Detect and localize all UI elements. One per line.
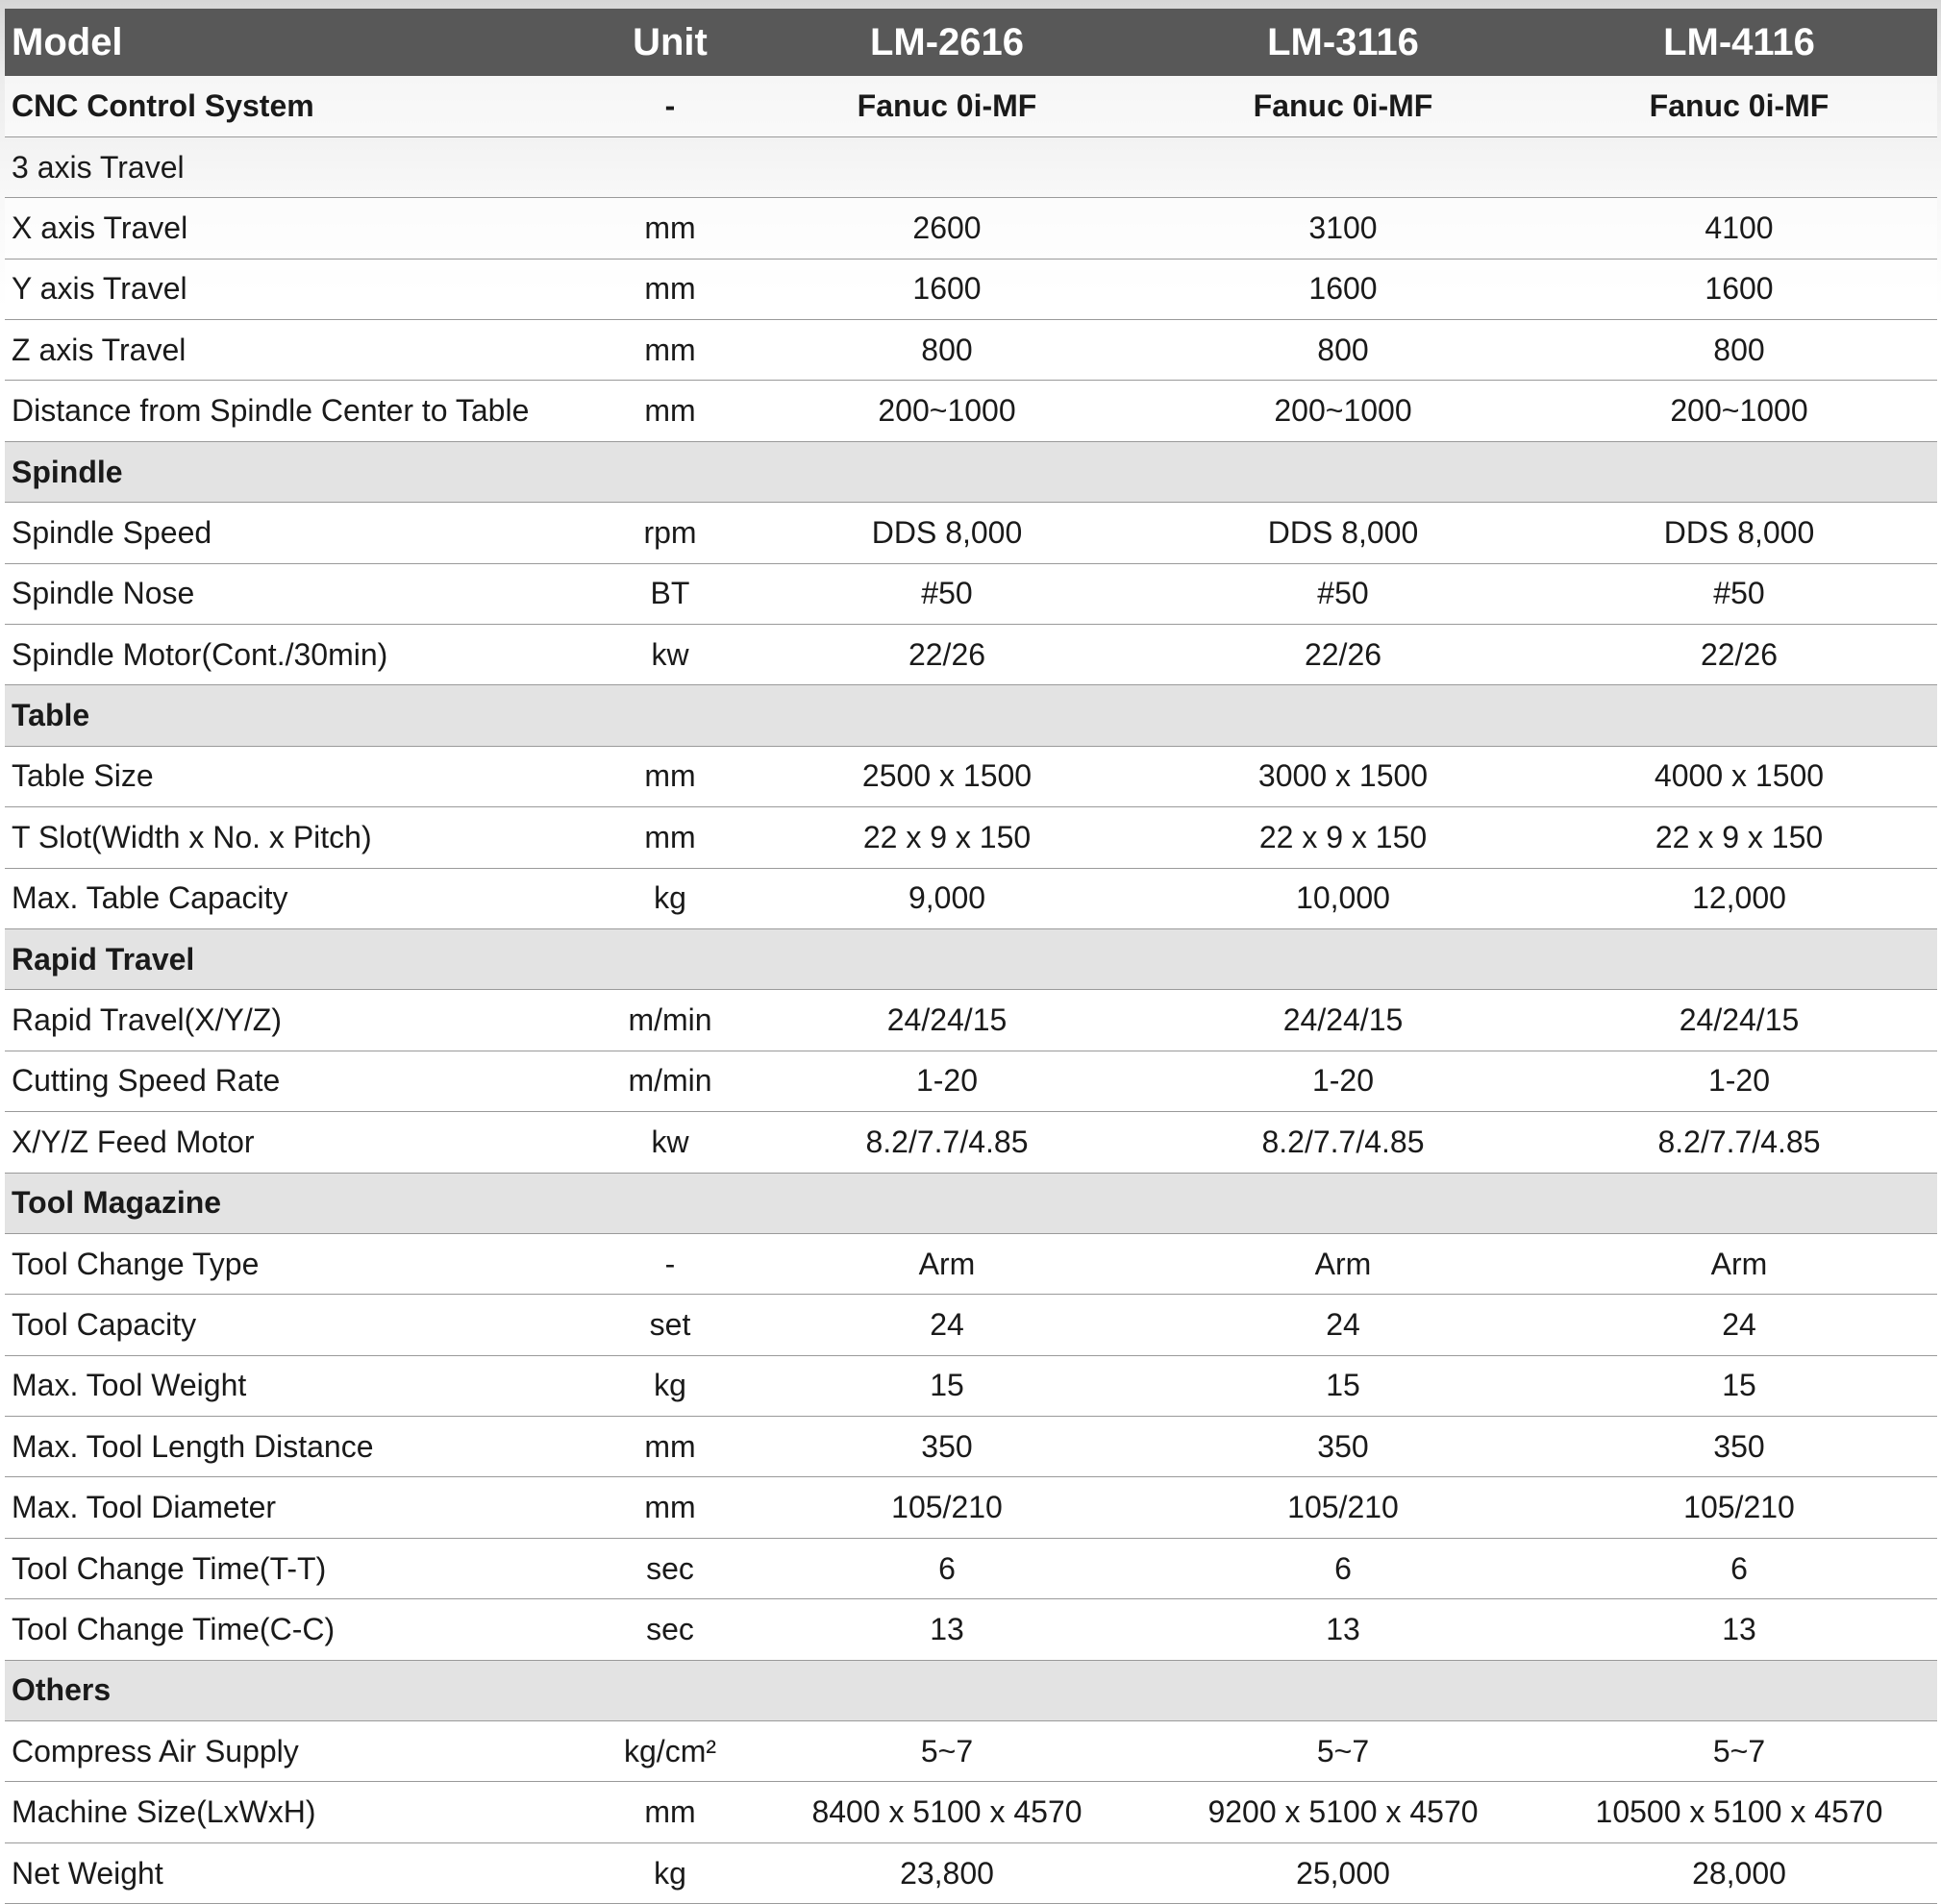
spec-value: 6 xyxy=(749,1538,1145,1598)
spec-label: Max. Tool Weight xyxy=(5,1355,591,1416)
spec-value: 105/210 xyxy=(749,1477,1145,1538)
spec-table xyxy=(5,9,1937,1904)
spec-value xyxy=(1541,136,1937,197)
section-header-row xyxy=(5,441,1937,502)
spec-value: 24/24/15 xyxy=(1145,990,1541,1051)
model-header-lm-2616: LM-2616 xyxy=(749,9,1145,76)
spec-label: Tool Change Time(C-C) xyxy=(5,1599,591,1660)
spec-value: 1600 xyxy=(1145,259,1541,319)
spec-label: Spindle Nose xyxy=(5,563,591,624)
table-row xyxy=(5,320,1937,381)
spec-value: 1-20 xyxy=(1541,1051,1937,1111)
spec-value: 1-20 xyxy=(1145,1051,1541,1111)
spec-value: 23,800 xyxy=(749,1842,1145,1903)
spec-value: Fanuc 0i-MF xyxy=(1541,76,1937,136)
spec-value: 8.2/7.7/4.85 xyxy=(749,1112,1145,1173)
spec-value: #50 xyxy=(1541,563,1937,624)
spec-value: 8400 x 5100 x 4570 xyxy=(749,1782,1145,1842)
spec-value: 15 xyxy=(1145,1355,1541,1416)
spec-value: 13 xyxy=(749,1599,1145,1660)
spec-label: Distance from Spindle Center to Table xyxy=(5,381,591,441)
spec-unit: rpm xyxy=(591,503,749,563)
spec-label: Y axis Travel xyxy=(5,259,591,319)
spec-unit: sec xyxy=(591,1538,749,1598)
unit-header: Unit xyxy=(591,9,749,76)
section-header-row xyxy=(5,685,1937,746)
spec-value: 350 xyxy=(1145,1417,1541,1477)
spec-value: 200~1000 xyxy=(1145,381,1541,441)
spec-value: 1600 xyxy=(749,259,1145,319)
model-header-lm-4116: LM-4116 xyxy=(1541,9,1937,76)
section-header-row xyxy=(5,928,1937,989)
table-row xyxy=(5,1295,1937,1355)
spec-value: 25,000 xyxy=(1145,1842,1541,1903)
spec-value: 1600 xyxy=(1541,259,1937,319)
spec-label: T Slot(Width x No. x Pitch) xyxy=(5,807,591,868)
spec-value: 22 x 9 x 150 xyxy=(749,807,1145,868)
spec-value: 800 xyxy=(749,320,1145,381)
spec-label: Max. Tool Length Distance xyxy=(5,1417,591,1477)
spec-label: Spindle Speed xyxy=(5,503,591,563)
spec-value: Fanuc 0i-MF xyxy=(1145,76,1541,136)
spec-unit: - xyxy=(591,76,749,136)
spec-value xyxy=(1145,136,1541,197)
spec-value: 8.2/7.7/4.85 xyxy=(1541,1112,1937,1173)
spec-label: Cutting Speed Rate xyxy=(5,1051,591,1111)
spec-unit: sec xyxy=(591,1599,749,1660)
spec-value: 12,000 xyxy=(1541,868,1937,928)
table-row xyxy=(5,381,1937,441)
table-row xyxy=(5,1233,1937,1294)
model-header: Model xyxy=(5,9,591,76)
spec-value: 22/26 xyxy=(1145,625,1541,685)
table-row xyxy=(5,807,1937,868)
spec-value: 4000 x 1500 xyxy=(1541,746,1937,806)
spec-value: 200~1000 xyxy=(749,381,1145,441)
spec-label: Max. Table Capacity xyxy=(5,868,591,928)
model-header-lm-3116: LM-3116 xyxy=(1145,9,1541,76)
spec-unit: mm xyxy=(591,807,749,868)
spec-value: Arm xyxy=(1145,1233,1541,1294)
spec-value: 2600 xyxy=(749,198,1145,259)
spec-value: 24/24/15 xyxy=(1541,990,1937,1051)
spec-value: 24/24/15 xyxy=(749,990,1145,1051)
spec-value: Arm xyxy=(749,1233,1145,1294)
spec-unit: kw xyxy=(591,625,749,685)
spec-unit: m/min xyxy=(591,1051,749,1111)
spec-value: #50 xyxy=(1145,563,1541,624)
spec-unit xyxy=(591,136,749,197)
spec-unit: mm xyxy=(591,1782,749,1842)
table-row xyxy=(5,198,1937,259)
spec-label: X axis Travel xyxy=(5,198,591,259)
subheading-row xyxy=(5,136,1937,197)
spec-unit: kg xyxy=(591,868,749,928)
table-row xyxy=(5,76,1937,136)
spec-unit: mm xyxy=(591,198,749,259)
spec-body xyxy=(5,76,1937,1904)
spec-value: 105/210 xyxy=(1145,1477,1541,1538)
spec-value: 3000 x 1500 xyxy=(1145,746,1541,806)
spec-value: 5~7 xyxy=(749,1721,1145,1782)
table-row xyxy=(5,1538,1937,1598)
spec-value: DDS 8,000 xyxy=(749,503,1145,563)
table-row xyxy=(5,625,1937,685)
spec-unit: kg xyxy=(591,1842,749,1903)
spec-value: 5~7 xyxy=(1145,1721,1541,1782)
section-title: Rapid Travel xyxy=(5,928,1937,989)
section-title: Others xyxy=(5,1660,1937,1720)
spec-value: #50 xyxy=(749,563,1145,624)
spec-label: Rapid Travel(X/Y/Z) xyxy=(5,990,591,1051)
table-row xyxy=(5,503,1937,563)
spec-value: 10500 x 5100 x 4570 xyxy=(1541,1782,1937,1842)
table-row xyxy=(5,1417,1937,1477)
spec-unit: - xyxy=(591,1233,749,1294)
section-title: Spindle xyxy=(5,441,1937,502)
spec-value: 22 x 9 x 150 xyxy=(1541,807,1937,868)
spec-value: 24 xyxy=(1541,1295,1937,1355)
spec-value: DDS 8,000 xyxy=(1145,503,1541,563)
spec-unit: mm xyxy=(591,259,749,319)
spec-value: 6 xyxy=(1541,1538,1937,1598)
spec-value: 800 xyxy=(1541,320,1937,381)
spec-value: 13 xyxy=(1541,1599,1937,1660)
spec-value: 2500 x 1500 xyxy=(749,746,1145,806)
table-row xyxy=(5,1477,1937,1538)
table-row xyxy=(5,868,1937,928)
spec-unit: mm xyxy=(591,1477,749,1538)
spec-value: 15 xyxy=(749,1355,1145,1416)
table-row xyxy=(5,746,1937,806)
spec-value: 22 x 9 x 150 xyxy=(1145,807,1541,868)
table-row xyxy=(5,1051,1937,1111)
spec-unit: kg/cm² xyxy=(591,1721,749,1782)
spec-value: 8.2/7.7/4.85 xyxy=(1145,1112,1541,1173)
spec-label: Net Weight xyxy=(5,1842,591,1903)
spec-unit: BT xyxy=(591,563,749,624)
spec-label: X/Y/Z Feed Motor xyxy=(5,1112,591,1173)
header-row xyxy=(5,9,1937,76)
spec-value: 28,000 xyxy=(1541,1842,1937,1903)
spec-value: Fanuc 0i-MF xyxy=(749,76,1145,136)
spec-value: 22/26 xyxy=(749,625,1145,685)
spec-value: Arm xyxy=(1541,1233,1937,1294)
spec-label: Table Size xyxy=(5,746,591,806)
spec-value: 350 xyxy=(749,1417,1145,1477)
spec-label: Tool Capacity xyxy=(5,1295,591,1355)
spec-value xyxy=(749,136,1145,197)
spec-value: 24 xyxy=(1145,1295,1541,1355)
table-row xyxy=(5,1842,1937,1903)
spec-label: Machine Size(LxWxH) xyxy=(5,1782,591,1842)
spec-value: 105/210 xyxy=(1541,1477,1937,1538)
spec-value: 9,000 xyxy=(749,868,1145,928)
table-row xyxy=(5,1782,1937,1842)
spec-value: 6 xyxy=(1145,1538,1541,1598)
spec-label: Compress Air Supply xyxy=(5,1721,591,1782)
spec-value: 200~1000 xyxy=(1541,381,1937,441)
spec-unit: set xyxy=(591,1295,749,1355)
spec-value: 15 xyxy=(1541,1355,1937,1416)
spec-unit: mm xyxy=(591,1417,749,1477)
spec-value: 9200 x 5100 x 4570 xyxy=(1145,1782,1541,1842)
table-row xyxy=(5,259,1937,319)
section-title: Table xyxy=(5,685,1937,746)
section-title: Tool Magazine xyxy=(5,1173,1937,1233)
spec-unit: kw xyxy=(591,1112,749,1173)
spec-unit: kg xyxy=(591,1355,749,1416)
spec-value: 22/26 xyxy=(1541,625,1937,685)
spec-value: 4100 xyxy=(1541,198,1937,259)
section-header-row xyxy=(5,1660,1937,1720)
spec-label: 3 axis Travel xyxy=(5,136,591,197)
table-row xyxy=(5,1112,1937,1173)
spec-label: Tool Change Type xyxy=(5,1233,591,1294)
spec-unit: mm xyxy=(591,746,749,806)
spec-label: CNC Control System xyxy=(5,76,591,136)
table-row xyxy=(5,563,1937,624)
table-row xyxy=(5,1355,1937,1416)
spec-value: 3100 xyxy=(1145,198,1541,259)
spec-value: 13 xyxy=(1145,1599,1541,1660)
spec-unit: mm xyxy=(591,381,749,441)
spec-value: 800 xyxy=(1145,320,1541,381)
spec-label: Max. Tool Diameter xyxy=(5,1477,591,1538)
section-header-row xyxy=(5,1173,1937,1233)
spec-unit: m/min xyxy=(591,990,749,1051)
table-row xyxy=(5,990,1937,1051)
spec-value: DDS 8,000 xyxy=(1541,503,1937,563)
spec-label: Z axis Travel xyxy=(5,320,591,381)
table-row xyxy=(5,1599,1937,1660)
spec-unit: mm xyxy=(591,320,749,381)
spec-value: 10,000 xyxy=(1145,868,1541,928)
table-row xyxy=(5,1721,1937,1782)
spec-value: 24 xyxy=(749,1295,1145,1355)
spec-value: 1-20 xyxy=(749,1051,1145,1111)
spec-value: 350 xyxy=(1541,1417,1937,1477)
spec-label: Spindle Motor(Cont./30min) xyxy=(5,625,591,685)
spec-value: 5~7 xyxy=(1541,1721,1937,1782)
spec-label: Tool Change Time(T-T) xyxy=(5,1538,591,1598)
